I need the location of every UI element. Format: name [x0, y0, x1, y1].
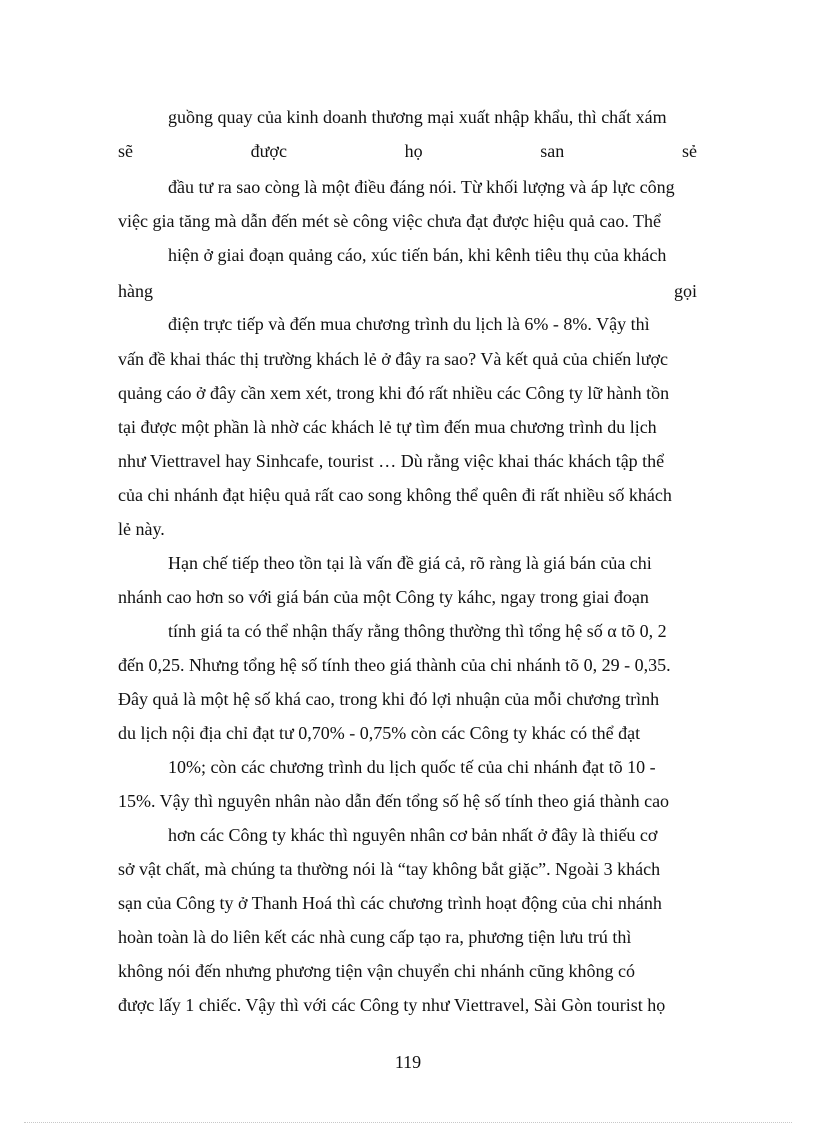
text-line [118, 280, 697, 302]
text-line: việc gia tăng mà dẫn đến mét sè công việc chưa đạt được hiệu quả cao. Thể [118, 211, 661, 231]
text-line: sở vật chất, mà chúng ta thường nói là “tay không bắt giặc”. Ngoài 3 khách [118, 859, 661, 879]
text-word: được [250, 141, 287, 161]
text-line: hiện ở giai đoạn quảng cáo, xúc tiến bán, khi kênh tiêu thụ của khách [168, 245, 667, 265]
page-number: 119 [394, 1052, 422, 1072]
text-line: nhánh cao hơn so với giá bán của một Công ty káhc, ngay trong giai đoạn [118, 587, 649, 607]
text-line: đến 0,25. Nhưng tổng hệ số tính theo giá thành của chi nhánh tõ 0, 29 - 0,35. [118, 655, 671, 675]
text-line: tính giá ta có thể nhận thấy rằng thông thường thì tổng hệ số α tõ 0, 2 [168, 621, 667, 641]
text-line: điện trực tiếp và đến mua chương trình du lịch là 6% - 8%. Vậy thì [168, 314, 650, 334]
text-line: sạn của Công ty ở Thanh Hoá thì các chương trình hoạt động của chi nhánh [118, 893, 662, 913]
text-line [118, 140, 697, 162]
text-word: san [540, 141, 565, 161]
text-line: du lịch nội địa chỉ đạt tư 0,70% - 0,75% còn các Công ty khác có thể đạt [118, 723, 641, 743]
text-line: 15%. Vậy thì nguyên nhân nào dẫn đến tổng số hệ số tính theo giá thành cao [118, 791, 670, 811]
text-word: gọi [673, 281, 697, 301]
text-word: họ [404, 141, 423, 161]
text-line: lẻ này. [118, 519, 165, 539]
text-line: Hạn chế tiếp theo tồn tại là vấn đề giá cả, rõ ràng là giá bán của chi [168, 553, 652, 573]
text-line: hoàn toàn là do liên kết các nhà cung cấp tạo ra, phương tiện lưu trú thì [118, 927, 632, 947]
text-line: như Viettravel hay Sinhcafe, tourist … Dù rằng việc khai thác khách tập thể [118, 451, 665, 471]
text-line: 10%; còn các chương trình du lịch quốc tế của chi nhánh đạt tõ 10 - [168, 757, 656, 777]
text-word: sẽ [118, 141, 133, 161]
text-line: vấn đề khai thác thị trường khách lẻ ở đây ra sao? Và kết quả của chiến lược [118, 349, 669, 369]
text-line: tại được một phần là nhờ các khách lẻ tự tìm đến mua chương trình du lịch [118, 417, 657, 437]
text-line: của chi nhánh đạt hiệu quả rất cao song không thể quên đi rất nhiều số khách [118, 485, 672, 505]
text-line: không nói đến nhưng phương tiện vận chuyển chi nhánh cũng không có [118, 961, 635, 981]
text-line: Đây quả là một hệ số khá cao, trong khi đó lợi nhuận của mỗi chương trình [118, 689, 660, 709]
text-line: guồng quay của kinh doanh thương mại xuất nhập khẩu, thì chất xám [168, 107, 667, 127]
text-word: hàng [118, 281, 153, 301]
text-line: quảng cáo ở đây cần xem xét, trong khi đó rất nhiều các Công ty lữ hành tồn [118, 383, 670, 403]
text-line: đầu tư ra sao còng là một điều đáng nói. Từ khối lượng và áp lực công [168, 177, 675, 197]
text-line: được lấy 1 chiếc. Vậy thì với các Công ty như Viettravel, Sài Gòn tourist họ [118, 995, 666, 1015]
text-line: hơn các Công ty khác thì nguyên nhân cơ bản nhất ở đây là thiếu cơ [168, 825, 658, 845]
text-word: sẻ [681, 141, 697, 161]
